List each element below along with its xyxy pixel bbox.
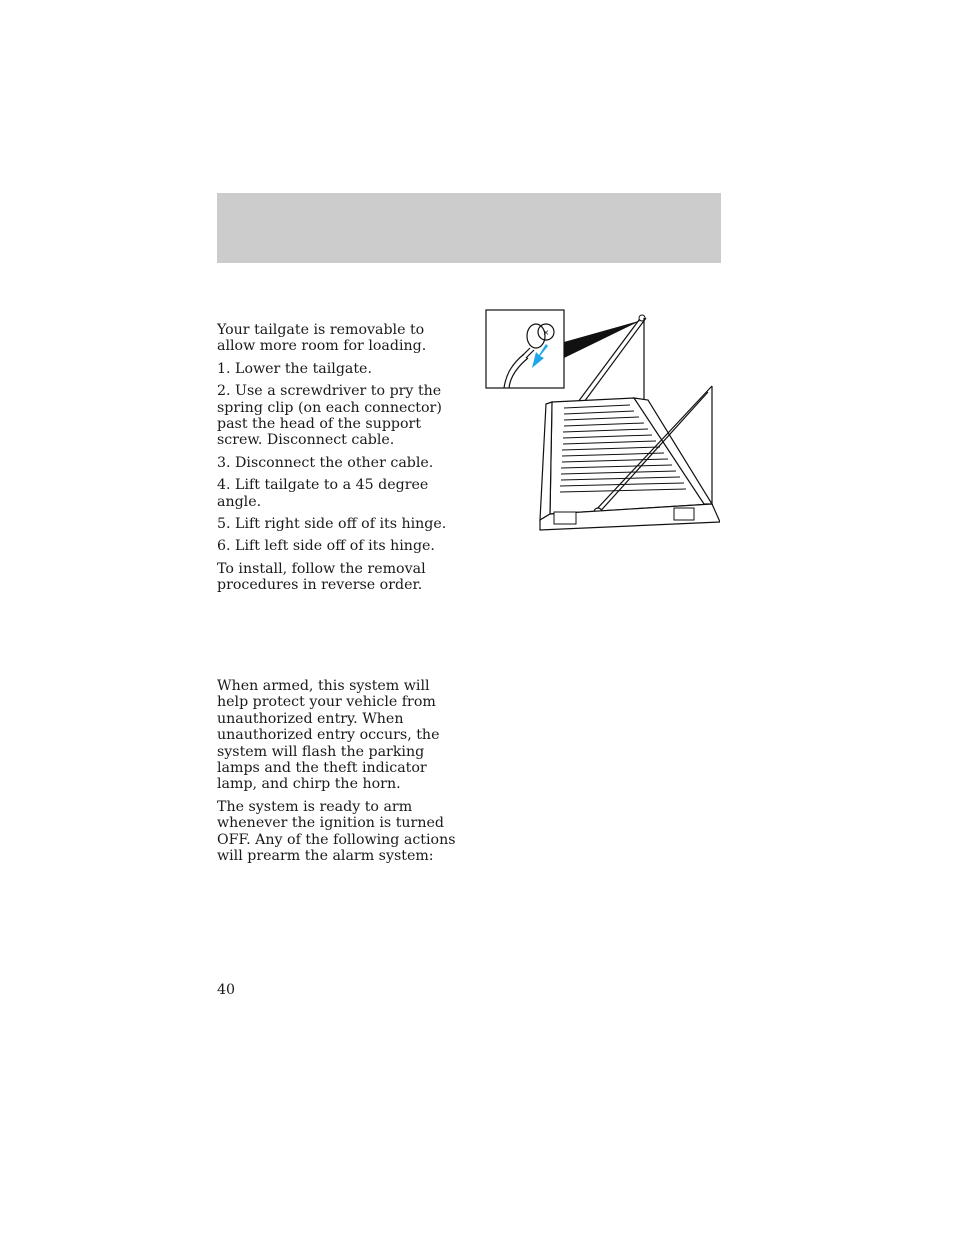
paragraph: The system is ready to arm whenever the ignition is turned OFF. Any of the following actions will prearm the alarm system: — [217, 798, 456, 865]
step-3: 3. Disconnect the other cable. — [217, 454, 434, 471]
paragraph: When armed, this system will help protect your vehicle from unauthorized entry. When unauthorized entry occurs, the system will flash the parking lamps and the theft indicator lamp, and chirp the horn. — [217, 678, 440, 793]
svg-text:×: × — [542, 328, 550, 337]
anti-theft-text — [217, 678, 462, 870]
tailgate-removal-illustration-icon — [484, 308, 720, 536]
page-number: 40 — [217, 982, 236, 998]
step-1: 1. Lower the tailgate. — [217, 360, 372, 377]
paragraph: Your tailgate is removable to allow more room for loading. — [217, 322, 427, 355]
step-4: 4. Lift tailgate to a 45 degree angle. — [217, 477, 429, 510]
tailgate-removal-text — [217, 322, 462, 600]
section-header-band — [217, 193, 721, 263]
install-note: To install, follow the removal procedures in reverse order. — [217, 560, 426, 594]
step-5: 5. Lift right side off of its hinge. — [217, 516, 447, 533]
step-6: 6. Lift left side off of its hinge. — [217, 538, 435, 555]
step-2: 2. Use a screwdriver to pry the spring clip (on each connector) past the head of the support screw. Disconnect cable. — [217, 383, 442, 449]
